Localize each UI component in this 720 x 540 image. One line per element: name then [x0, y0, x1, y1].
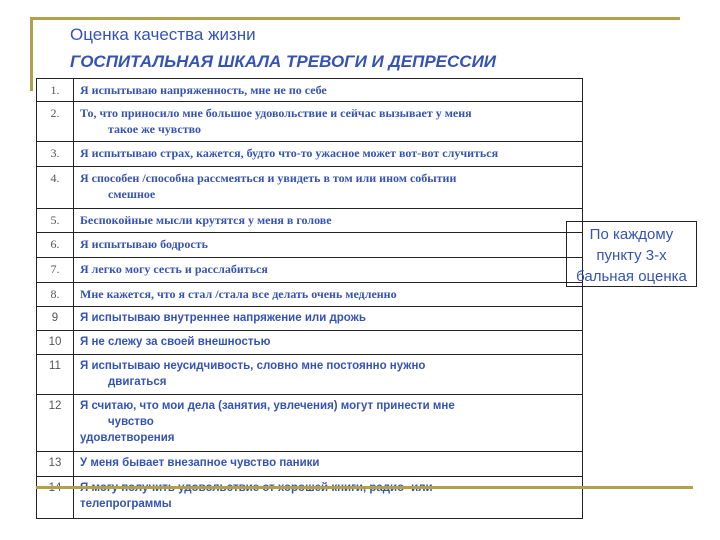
row-number: 3.	[37, 142, 74, 167]
row-number: 7.	[37, 258, 74, 283]
row-number: 8.	[37, 283, 74, 307]
row-text: Я не слежу за своей внешностью	[80, 336, 271, 348]
row-number: 1.	[37, 79, 74, 102]
table-row	[37, 307, 583, 331]
row-text-cell	[74, 233, 583, 258]
page-title: Оценка качества жизни	[70, 25, 256, 44]
scoring-note	[566, 221, 697, 287]
row-text: У меня бывает внезапное чувство паники	[80, 457, 320, 469]
row-text-cell	[74, 209, 583, 233]
table-row	[37, 142, 583, 167]
row-text-continuation: смешное	[108, 187, 156, 201]
note-line: По каждому	[589, 226, 674, 243]
table-row	[37, 395, 583, 452]
row-text-cell	[74, 477, 583, 519]
table-row	[37, 167, 583, 209]
row-text-cell	[74, 452, 583, 477]
row-text-cell	[74, 79, 583, 102]
row-text: Я испытываю внутреннее напряжение или дрожь	[80, 312, 366, 324]
row-text-cell	[74, 331, 583, 355]
bottom-rule	[36, 486, 693, 489]
row-text-continuation: телепрограммы	[80, 498, 172, 510]
row-number: 2.	[37, 102, 74, 142]
row-text: Беспокойные мысли крутятся у меня в голове	[80, 213, 332, 227]
row-number: 12	[37, 395, 74, 452]
row-text-cell	[74, 307, 583, 331]
row-text-cell	[74, 102, 583, 142]
table-row	[37, 355, 583, 395]
row-number: 10	[37, 331, 74, 355]
row-number: 6.	[37, 233, 74, 258]
row-text-continuation: чувство	[108, 416, 154, 428]
left-rule	[30, 17, 33, 91]
row-number: 11	[37, 355, 74, 395]
row-text-continuation: удовлетворения	[80, 432, 175, 444]
row-text-cell	[74, 258, 583, 283]
table-row	[37, 477, 583, 519]
table-row	[37, 452, 583, 477]
table-row	[37, 79, 583, 102]
table-row	[37, 331, 583, 355]
row-text-continuation: двигаться	[108, 376, 167, 388]
row-text: Я испытываю страх, кажется, будто что-то ужасное может вот-вот случиться	[80, 146, 499, 160]
table-row	[37, 233, 583, 258]
table-row	[37, 102, 583, 142]
row-text: Я легко могу сесть и расслабиться	[80, 262, 268, 276]
row-text: Мне кажется, что я стал /стала все делать очень медленно	[80, 287, 397, 301]
row-text-continuation: такое же чувство	[108, 122, 202, 136]
note-line: бальная оценка	[576, 268, 687, 285]
row-text: То, что приносило мне большое удовольствие и сейчас вызывает у меня	[80, 106, 472, 120]
row-text-cell	[74, 355, 583, 395]
questionnaire-table	[36, 78, 583, 519]
row-text: Я испытываю неусидчивость, словно мне постоянно нужно	[80, 360, 426, 372]
row-text-cell	[74, 142, 583, 167]
top-rule	[30, 17, 680, 20]
row-text: Я испытываю бодрость	[80, 237, 208, 251]
row-text: Я считаю, что мои дела (занятия, увлечения) могут принести мне	[80, 400, 455, 412]
row-text: Я способен /способна рассмеяться и увидеть в том или ином событии	[80, 171, 457, 185]
row-text-cell	[74, 167, 583, 209]
row-number: 13	[37, 452, 74, 477]
row-number: 4.	[37, 167, 74, 209]
note-line: пункту 3-х	[596, 247, 667, 264]
row-text: Я испытываю напряженность, мне не по себе	[80, 83, 327, 97]
table-row	[37, 258, 583, 283]
page-subtitle: ГОСПИТАЛЬНАЯ ШКАЛА ТРЕВОГИ И ДЕПРЕССИИ	[70, 52, 497, 71]
table-row	[37, 209, 583, 233]
row-number: 5.	[37, 209, 74, 233]
table-row	[37, 283, 583, 307]
row-text-cell	[74, 395, 583, 452]
row-number: 9	[37, 307, 74, 331]
row-text-cell	[74, 283, 583, 307]
row-number	[37, 477, 74, 519]
